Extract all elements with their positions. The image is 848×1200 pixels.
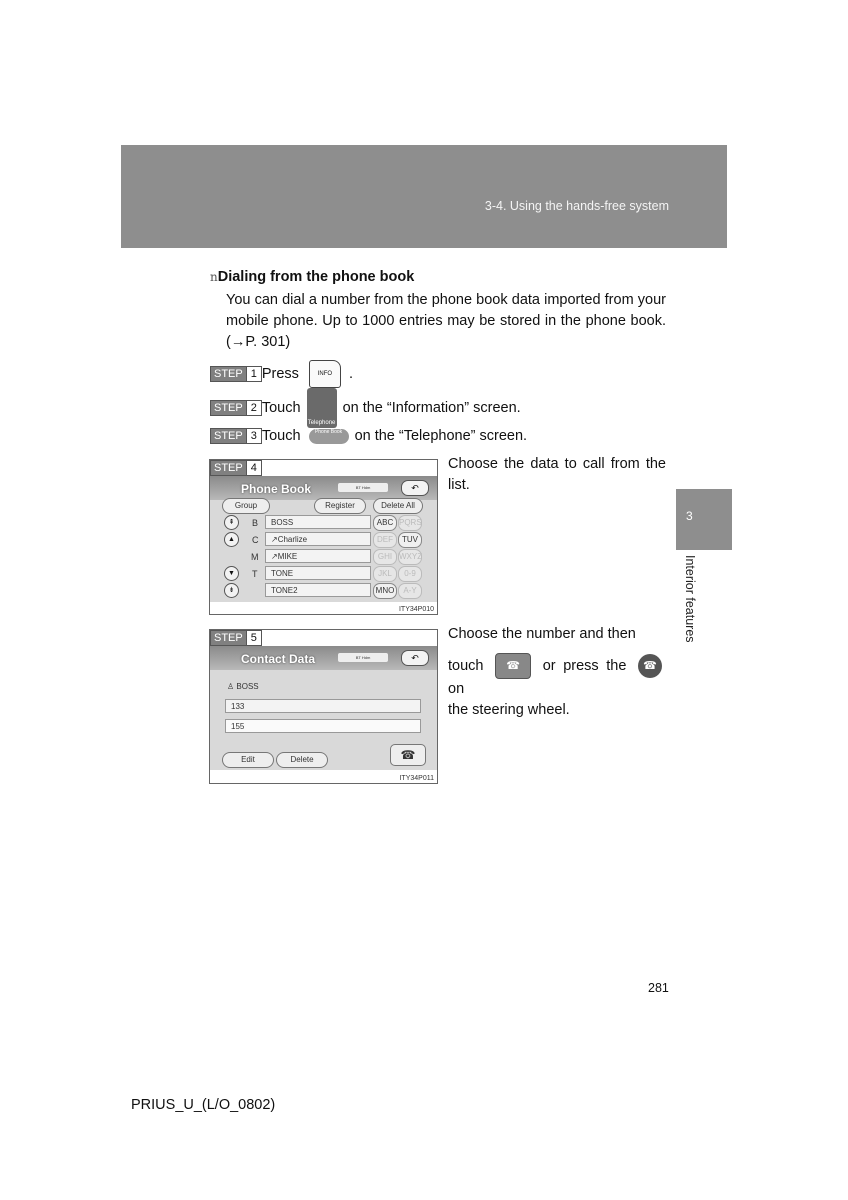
step-text: Press bbox=[261, 366, 299, 382]
step-text-after: . bbox=[348, 366, 353, 382]
key-button[interactable]: WXYZ bbox=[398, 549, 422, 565]
edit-button[interactable]: Edit bbox=[222, 752, 274, 768]
step-badge: STEP 4 bbox=[210, 460, 262, 476]
step-5-description bbox=[448, 624, 666, 721]
chapter-tab bbox=[676, 489, 732, 550]
step-badge: STEP 2 bbox=[210, 400, 262, 416]
contact-data-figure bbox=[209, 629, 438, 784]
key-button[interactable]: DEF bbox=[373, 532, 397, 548]
page-down-icon[interactable]: ⇟ bbox=[224, 583, 239, 598]
info-button-icon: INFO bbox=[309, 360, 341, 388]
contact-row[interactable]: ↗MIKE bbox=[265, 549, 371, 563]
index-letter: T bbox=[252, 569, 258, 579]
step-1 bbox=[210, 360, 353, 388]
key-button[interactable]: 0-9 bbox=[398, 566, 422, 582]
delete-button[interactable]: Delete bbox=[276, 752, 328, 768]
page-number: 281 bbox=[648, 981, 669, 995]
step-3 bbox=[210, 428, 527, 444]
chapter-label: Interior features bbox=[683, 555, 697, 643]
index-letter: B bbox=[252, 518, 259, 528]
back-button[interactable]: ↶ bbox=[401, 480, 429, 496]
call-button[interactable]: ☎ bbox=[390, 744, 426, 766]
index-letter: C bbox=[252, 535, 259, 545]
key-button[interactable]: GHI bbox=[373, 549, 397, 565]
key-button[interactable]: TUV bbox=[398, 532, 422, 548]
phone-book-button-icon: Phone Book bbox=[309, 429, 349, 444]
heading-text: Dialing from the phone book bbox=[217, 269, 415, 285]
phone-button-icon: ☎ bbox=[495, 653, 531, 679]
contact-row[interactable]: ↗Charlize bbox=[265, 532, 371, 546]
phone-book-figure bbox=[209, 459, 438, 615]
contact-name: ♙ BOSS bbox=[227, 682, 259, 691]
page-up-icon[interactable]: ⇞ bbox=[224, 515, 239, 530]
contact-data-screen bbox=[210, 646, 437, 770]
step-text-after: on the “Information” screen. bbox=[342, 400, 521, 416]
step-5-line-a: Choose the number and then bbox=[448, 626, 636, 642]
steering-phone-icon: ☎ bbox=[638, 654, 662, 678]
step-5-on: on bbox=[448, 681, 465, 697]
group-button[interactable]: Group bbox=[222, 498, 270, 514]
step-5-line-c: the steering wheel. bbox=[448, 702, 570, 718]
intro-paragraph: You can dial a number from the phone book data imported from your mobile phone. Up to 1000 entries may be stored in the phone book. (→P. 301) bbox=[226, 292, 666, 350]
bullet-icon: n bbox=[210, 270, 218, 284]
step-4-description: Choose the data to call from the list. bbox=[448, 456, 666, 493]
phone-book-screen bbox=[210, 476, 437, 602]
step-text: Touch bbox=[261, 428, 301, 444]
scroll-down-icon[interactable]: ▼ bbox=[224, 566, 239, 581]
back-button[interactable]: ↶ bbox=[401, 650, 429, 666]
step-badge: STEP 3 bbox=[210, 428, 262, 444]
phone-number-row[interactable]: 155 bbox=[225, 719, 421, 733]
screen-title: Phone Book bbox=[241, 482, 312, 496]
step-badge: STEP 1 bbox=[210, 366, 262, 382]
chapter-number: 3 bbox=[686, 509, 693, 523]
figure-code: ITY34P010 bbox=[398, 606, 434, 613]
section-header bbox=[121, 145, 727, 248]
key-button[interactable]: MNO bbox=[373, 583, 397, 599]
key-button[interactable]: JKL bbox=[373, 566, 397, 582]
index-letter: M bbox=[251, 552, 259, 562]
key-button[interactable]: ABC bbox=[373, 515, 397, 531]
section-title: 3-4. Using the hands-free system bbox=[484, 199, 669, 213]
scroll-up-icon[interactable]: ▲ bbox=[224, 532, 239, 547]
figure-code: ITY34P011 bbox=[399, 775, 434, 782]
contact-row[interactable]: TONE bbox=[265, 566, 371, 580]
screen-title: Contact Data bbox=[241, 652, 316, 666]
step-5-touch: touch bbox=[448, 657, 484, 674]
step-5-mid: or press the bbox=[542, 657, 627, 674]
document-footer: PRIUS_U_(L/O_0802) bbox=[131, 1097, 276, 1113]
phone-number-row[interactable]: 133 bbox=[225, 699, 421, 713]
step-text: Touch bbox=[261, 400, 301, 416]
telephone-icon: Telephone bbox=[307, 388, 337, 428]
key-button[interactable]: A-Y bbox=[398, 583, 422, 599]
contact-row[interactable]: TONE2 bbox=[265, 583, 371, 597]
status-indicators: BT Hdm bbox=[338, 483, 388, 492]
contact-row[interactable]: BOSS bbox=[265, 515, 371, 529]
register-button[interactable]: Register bbox=[314, 498, 366, 514]
delete-all-button[interactable]: Delete All bbox=[373, 498, 423, 514]
step-text-after: on the “Telephone” screen. bbox=[354, 428, 528, 444]
step-2 bbox=[210, 388, 521, 428]
key-button[interactable]: PQRS bbox=[398, 515, 422, 531]
section-heading bbox=[210, 269, 414, 285]
status-indicators: BT Hdm bbox=[338, 653, 388, 662]
step-badge: STEP 5 bbox=[210, 630, 262, 646]
